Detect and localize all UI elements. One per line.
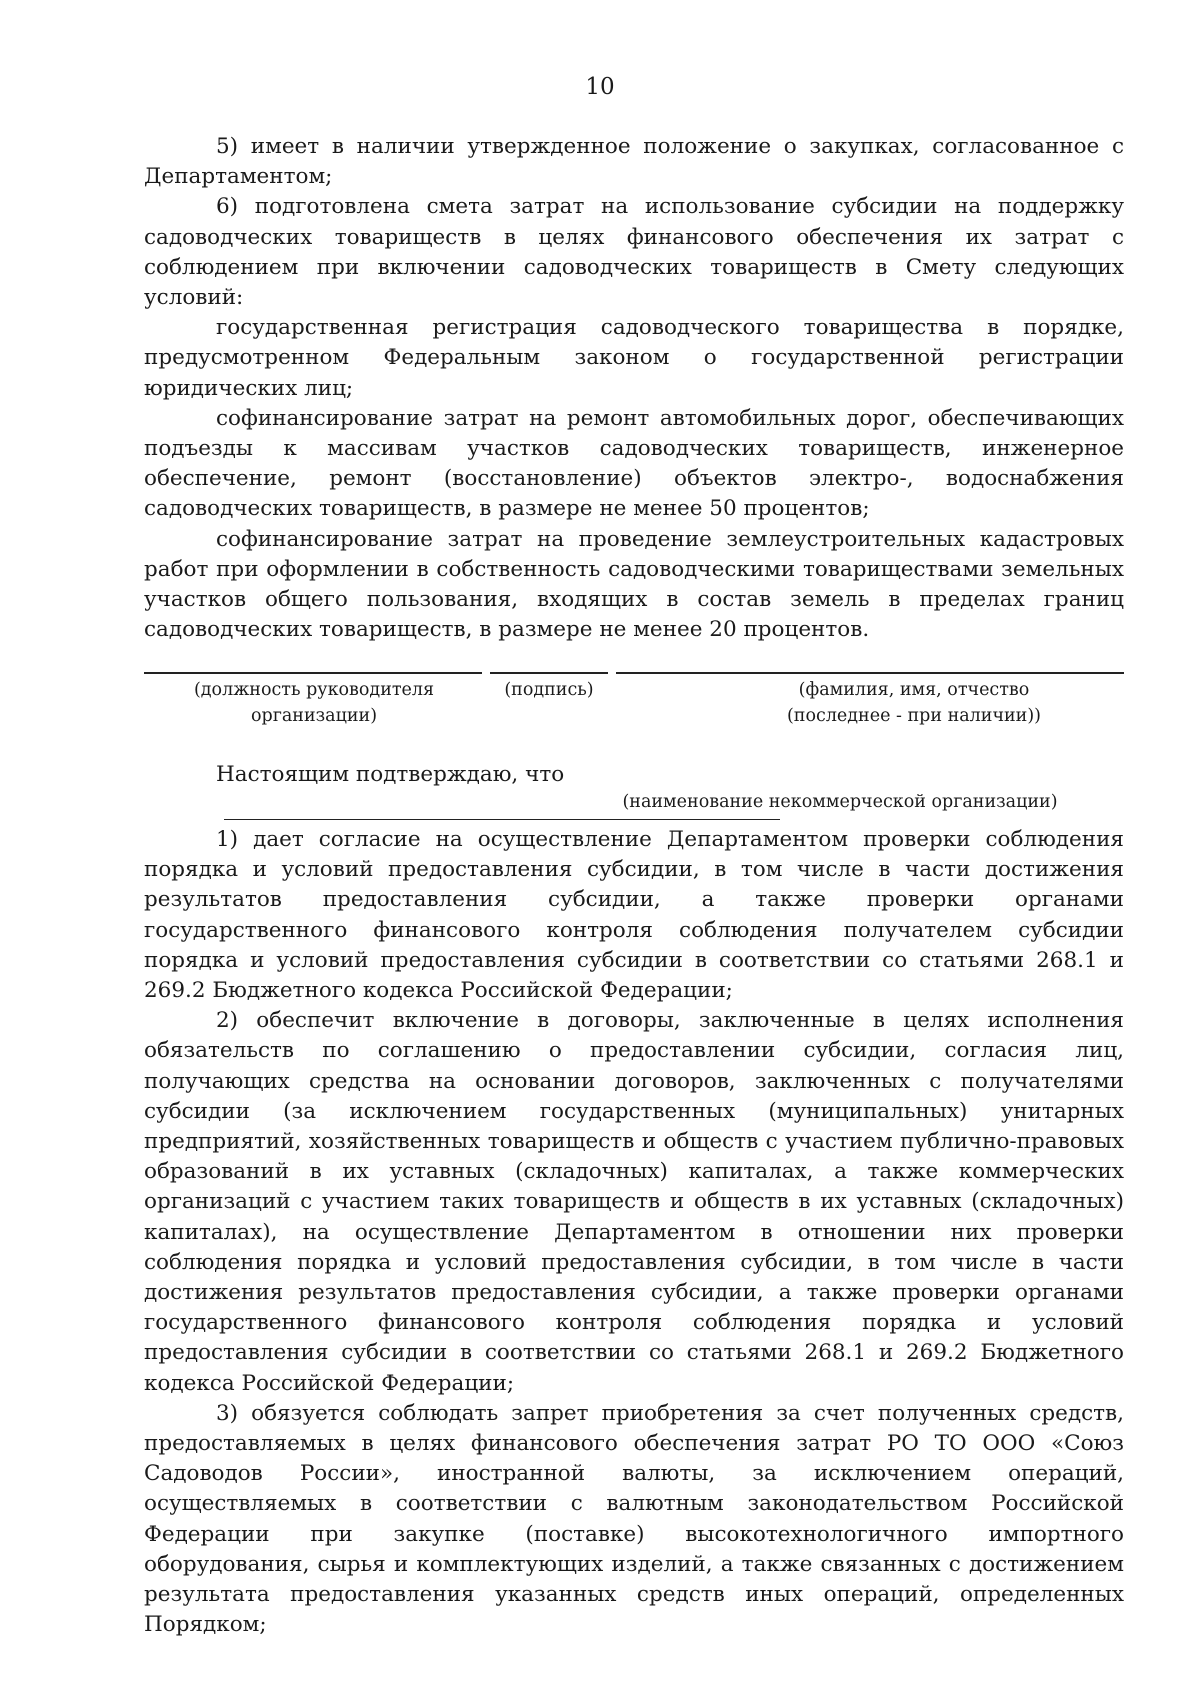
name-line [616,672,1124,674]
paragraph-cofinancing-cadastral: софинансирование затрат на проведение землеустроительных кадастровых работ при оформлении в собственность садоводческими товариществами земельных участков общего пользования, входящих в состав земель в пределах границ садоводческих товариществ, в размере не менее 20 процентов. [144,526,1124,643]
page-number: 10 [585,74,615,100]
conditions-block [144,132,1124,645]
paragraph-obligation-2: 2) обеспечит включение в договоры, заключенные в целях исполнения обязательств по соглашению о предоставлении субсидии, согласия лиц, получающих средства на основании договоров, заключенных с получателями субсидии (за исключением государственных (муниципальных) унитарных предприятий, хозяйственных товариществ и обществ с участием публично-правовых образований в их уставных (складочных) капиталах, а также коммерческих организаций с участием таких товариществ и обществ в их уставных (складочных) капиталах), на осуществление Департаментом в отношении них проверки соблюдения порядка и условий предоставления субсидии, в том числе в части достижения результатов предоставления субсидии, а также проверки органами государственного финансового контроля соблюдения порядка и условий предоставления субсидии в соответствии со статьями 268.1 и 269.2 Бюджетного кодекса Российской Федерации; [144,1008,1124,1396]
obligations-block [144,825,1124,1640]
paragraph-item-6: 6) подготовлена смета затрат на использование субсидии на поддержку садоводческих товариществ в целях финансового обеспечения их затрат с соблюдением при включении садоводческих товариществ в Смету следующих условий: [144,194,1124,311]
signature-line [490,672,608,674]
signature-lines [144,672,1124,674]
position-line [144,672,482,674]
organization-caption: (наименование некоммерческой организации) [622,792,1058,812]
paragraph-registration: государственная регистрация садоводческого товарищества в порядке, предусмотренном Федеральным законом о государственной регистрации юридических лиц; [144,315,1124,401]
signature-caption: (подпись) [504,680,594,700]
paragraph-obligation-3: 3) обязуется соблюдать запрет приобретения за счет полученных средств, предоставляемых в целях финансового обеспечения затрат РО ТО ООО «Союз Садоводов России», иностранной валюты, за исключением операций, осуществляемых в соответствии с валютным законодательством Российской Федерации при закупке (поставке) высокотехнологичного импортного оборудования, сырья и комплектующих изделий, а также связанных с достижением результата предоставления указанных средств иных операций, определенных Порядком; [144,1400,1124,1638]
paragraph-obligation-1: 1) дает согласие на осуществление Департаментом проверки соблюдения порядка и условий предоставления субсидии, в том числе в части достижения результатов предоставления субсидии, а также проверки органами государственного финансового контроля соблюдения получателем субсидии порядка и условий предоставления субсидии в соответствии со статьями 268.1 и 269.2 Бюджетного кодекса Российской Федерации; [144,827,1124,1004]
position-caption: (должность руководителя организации) [193,680,435,726]
confirmation-lead-text: Настоящим подтверждаю, что [216,762,565,787]
name-caption: (фамилия, имя, отчество (последнее - при наличии)) [786,680,1041,726]
paragraph-cofinancing-roads: софинансирование затрат на ремонт автомобильных дорог, обеспечивающих подъезды к массивам участков садоводческих товариществ, инженерное обеспечение, ремонт (восстановление) объектов электро-, водоснабжения садоводческих товариществ, в размере не менее 50 процентов; [144,405,1124,522]
paragraph-item-5: 5) имеет в наличии утвержденное положение о закупках, согласованное с Департаментом; [144,134,1124,190]
